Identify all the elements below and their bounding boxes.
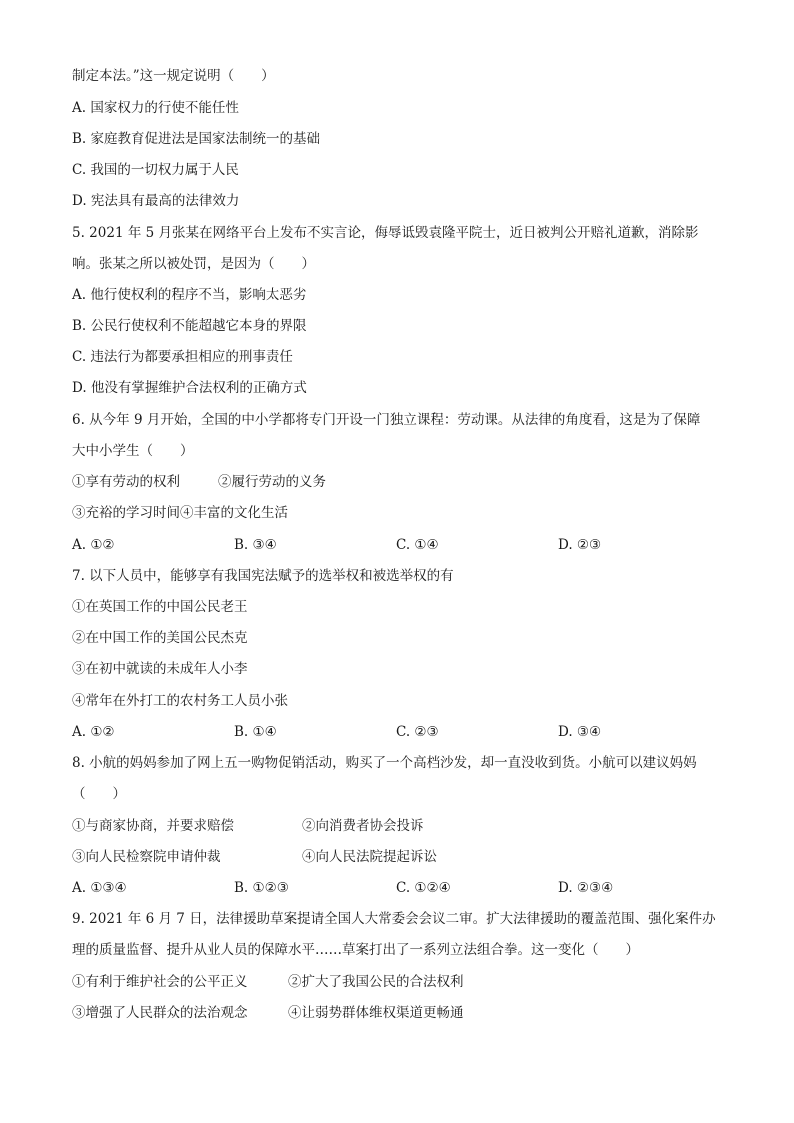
q8-item-1: ①与商家协商，并要求赔偿 (72, 818, 234, 834)
q6-choice-c: C. ①④ (396, 537, 439, 553)
q6-item-1: ①享有劳动的权利 (72, 474, 180, 490)
q8-item-3: ③向人民检察院申请仲裁 (72, 849, 221, 865)
q8-item-2: ②向消费者协会投诉 (302, 818, 424, 834)
q9-item-3: ③增强了人民群众的法治观念 (72, 1005, 248, 1021)
q8-item-4: ④向人民法院提起诉讼 (302, 849, 437, 865)
q7-item-4: ④常年在外打工的农村务工人员小张 (72, 693, 288, 709)
q5-stem-line2: 响。张某之所以被处罚，是因为（ ） (72, 256, 315, 272)
q9-stem-line1: 9. 2021 年 6 月 7 日，法律援助草案提请全国人大常委会会议二审。扩大法律援助的覆盖范围、强化案件办 (72, 911, 716, 927)
q6-item-2: ②履行劳动的义务 (218, 474, 326, 490)
q6-choice-d: D. ②③ (558, 537, 602, 553)
q4-stem-tail: 制定本法。”这一规定说明（ ） (72, 68, 275, 84)
q5-option-c: C. 违法行为都要承担相应的刑事责任 (72, 349, 293, 365)
q8-stem-line1: 8. 小航的妈妈参加了网上五一购物促销活动，购买了一个高档沙发，却一直没收到货。小航可以建议妈妈 (72, 755, 697, 771)
q8-choice-b: B. ①②③ (234, 880, 289, 896)
q9-item-1: ①有利于维护社会的公平正义 (72, 974, 248, 990)
q8-choice-d: D. ②③④ (558, 880, 614, 896)
q6-items-row2: ③充裕的学习时间④丰富的文化生活 (72, 505, 288, 521)
q6-choice-b: B. ③④ (234, 537, 277, 553)
q5-option-d: D. 他没有掌握维护合法权利的正确方式 (72, 380, 307, 396)
q7-choice-d: D. ③④ (558, 724, 602, 740)
q6-choice-a: A. ①② (72, 537, 115, 553)
q7-choice-c: C. ②③ (396, 724, 439, 740)
q7-choice-a: A. ①② (72, 724, 115, 740)
q7-choice-b: B. ①④ (234, 724, 277, 740)
q8-choice-c: C. ①②④ (396, 880, 451, 896)
q7-item-2: ②在中国工作的美国公民杰克 (72, 630, 248, 646)
q8-choice-a: A. ①③④ (72, 880, 127, 896)
q8-stem-line2: （ ） (72, 786, 126, 802)
q7-item-3: ③在初中就读的未成年人小李 (72, 661, 248, 677)
q4-option-d: D. 宪法具有最高的法律效力 (72, 193, 240, 209)
q5-stem-line1: 5. 2021 年 5 月张某在网络平台上发布不实言论，侮辱诋毁袁隆平院士，近日被判公开赔礼道歉，消除影 (72, 225, 699, 241)
q5-option-b: B. 公民行使权利不能超越它本身的界限 (72, 318, 307, 334)
q9-stem-line2: 理的质量监督、提升从业人员的保障水平……草案打出了一系列立法组合拳。这一变化（ ） (72, 942, 639, 958)
q4-option-b: B. 家庭教育促进法是国家法制统一的基础 (72, 131, 321, 147)
q6-stem-line2: 大中小学生（ ） (72, 443, 194, 459)
q4-option-a: A. 国家权力的行使不能任性 (72, 100, 239, 116)
q7-stem: 7. 以下人员中，能够享有我国宪法赋予的选举权和被选举权的有 (72, 568, 454, 584)
q9-item-4: ④让弱势群体维权渠道更畅通 (288, 1005, 464, 1021)
q4-option-c: C. 我国的一切权力属于人民 (72, 162, 239, 178)
q5-option-a: A. 他行使权利的程序不当，影响太恶劣 (72, 287, 307, 303)
q7-item-1: ①在英国工作的中国公民老王 (72, 599, 248, 615)
q9-item-2: ②扩大了我国公民的合法权利 (288, 974, 464, 990)
q6-stem-line1: 6. 从今年 9 月开始，全国的中小学都将专门开设一门独立课程：劳动课。从法律的角度看，这是为了保障 (72, 412, 701, 428)
